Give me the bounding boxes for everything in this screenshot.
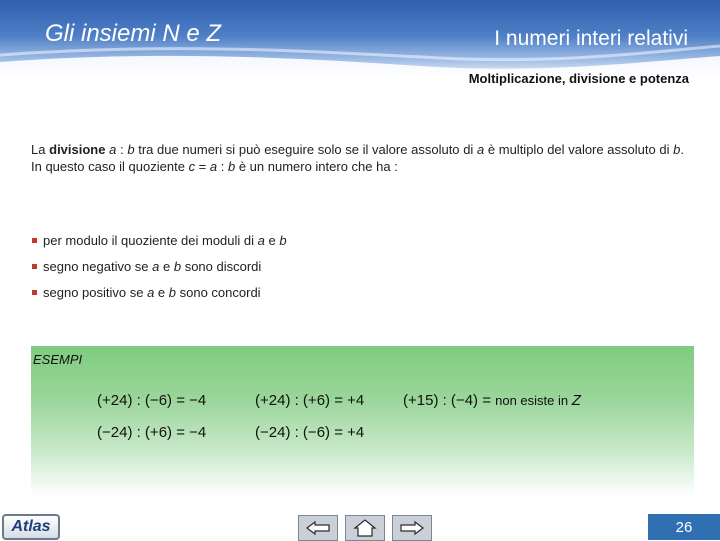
intro-keyword: divisione: [49, 142, 106, 157]
examples-label: ESEMPI: [33, 352, 83, 367]
list-text: sono concordi: [176, 285, 261, 300]
next-slide-button[interactable]: [392, 515, 432, 541]
atlas-logo: Atlas: [2, 514, 60, 540]
previous-slide-button[interactable]: [298, 515, 338, 541]
variable-a: a: [476, 142, 485, 157]
variable-b: b: [173, 259, 182, 274]
page-subtitle: Moltiplicazione, divisione e potenza: [468, 71, 689, 86]
intro-text: =: [195, 159, 210, 174]
intro-text: è un numero intero che ha :: [235, 159, 398, 174]
list-item-text: [43, 259, 261, 275]
variable-c: c: [188, 159, 196, 174]
arrow-right-icon: [399, 520, 425, 536]
app-title: Gli insiemi N e Z: [45, 20, 222, 47]
bullet-icon: [32, 290, 37, 295]
list-text: segno negativo se: [43, 259, 153, 274]
variable-a: a: [147, 285, 155, 300]
variable-a: a: [257, 233, 265, 248]
variable-b: b: [279, 233, 287, 248]
rules-list: [31, 233, 631, 311]
home-button[interactable]: [345, 515, 385, 541]
bullet-icon: [32, 238, 37, 243]
list-item: [31, 233, 631, 259]
list-text: e: [154, 285, 169, 300]
variable-b: b: [673, 142, 681, 157]
variable-b: b: [127, 142, 135, 157]
intro-text: :: [217, 159, 228, 174]
list-text: segno positivo se: [43, 285, 148, 300]
list-text: e: [159, 259, 174, 274]
example-expression: (−24) : (−6) = +4: [255, 424, 365, 441]
intro-text: tra due numeri si può eseguire solo se il valore assoluto di: [134, 142, 477, 157]
variable-a: a: [109, 142, 117, 157]
home-icon: [353, 519, 377, 537]
example-expression: (+24) : (−6) = −4: [97, 392, 207, 409]
example-expression-nonexistent: [403, 392, 581, 409]
example-expression-text: (+15) : (−4) =: [403, 392, 496, 409]
intro-paragraph: [31, 141, 684, 175]
list-text: per modulo il quoziente dei moduli di: [43, 233, 258, 248]
list-item-text: [43, 285, 261, 301]
example-expression: (+24) : (+6) = +4: [255, 392, 365, 409]
set-symbol-z: Z: [571, 392, 581, 409]
intro-text: La: [31, 142, 50, 157]
page-number: 26: [648, 514, 720, 540]
list-text: e: [264, 233, 280, 248]
bullet-icon: [32, 264, 37, 269]
variable-a: a: [152, 259, 160, 274]
list-text: sono discordi: [181, 259, 262, 274]
variable-a: a: [209, 159, 218, 174]
arrow-left-icon: [305, 520, 331, 536]
list-item: [31, 285, 631, 311]
example-note: non esiste in: [495, 393, 572, 408]
variable-b: b: [227, 159, 236, 174]
intro-text: è multiplo del valore assoluto di: [484, 142, 674, 157]
intro-text: :: [116, 142, 128, 157]
list-item: [31, 259, 631, 285]
example-expression: (−24) : (+6) = −4: [97, 424, 207, 441]
list-item-text: [43, 233, 287, 249]
section-title: I numeri interi relativi: [494, 27, 688, 50]
examples-box: [31, 346, 694, 496]
intro-text: . In questo caso il quoziente: [31, 142, 684, 174]
variable-b: b: [168, 285, 177, 300]
